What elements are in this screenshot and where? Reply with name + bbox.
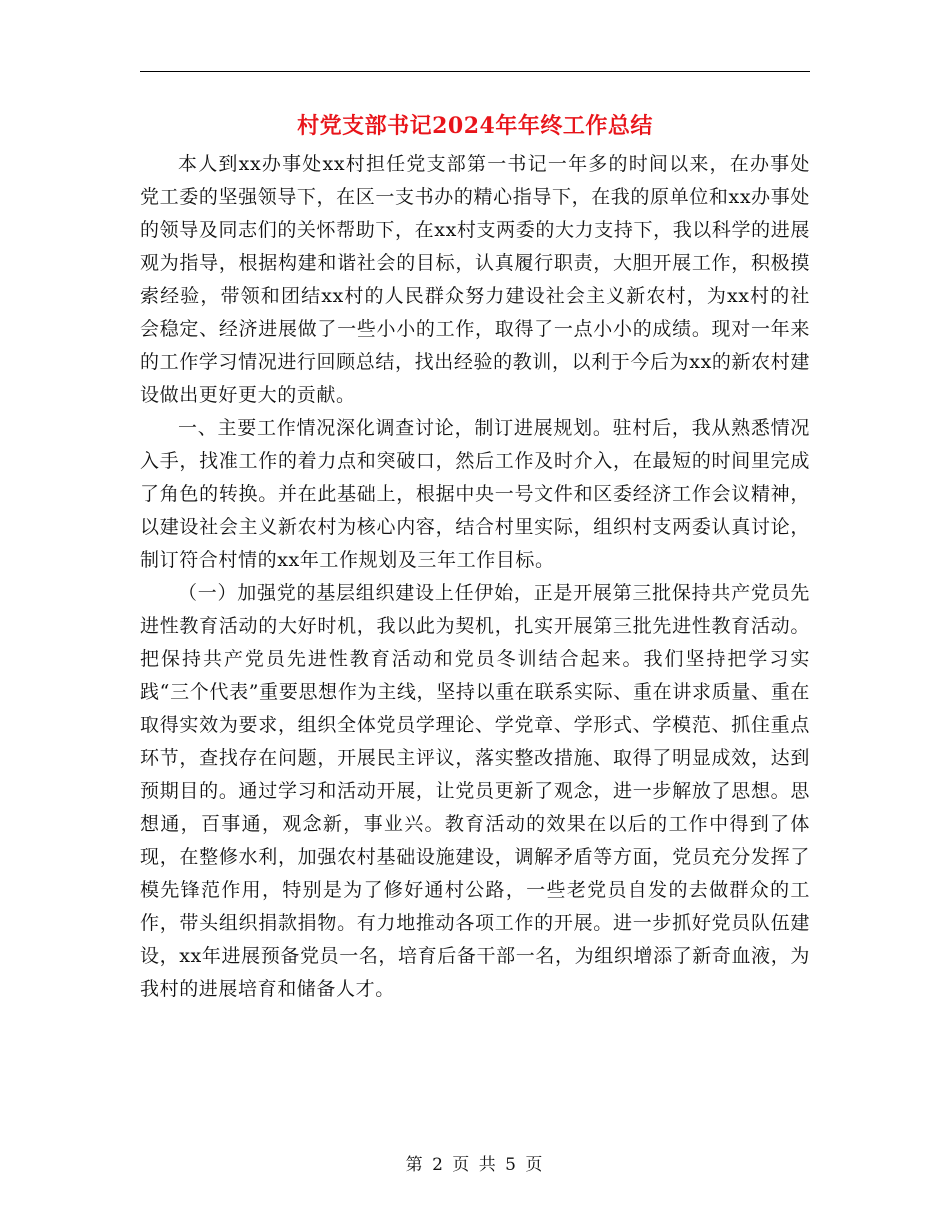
paragraph-section-1-1: （一）加强党的基层组织建设上任伊始，正是开展第三批保持共产党员先进性教育活动的大好时机，我以此为契机，扎实开展第三批先进性教育活动。把保持共产党员先进性教育活动和党员冬训结合起来。我们坚持把学习实践“三个代表”重要思想作为主线，坚持以重在联系实际、重在讲求质量、重在取得实效为要求，组织全体党员学理论、学党章、学形式、学模范、抓住重点环节，查找存在问题，开展民主评议，落实整改措施、取得了明显成效，达到预期目的。通过学习和活动开展，让党员更新了观念，进一步解放了思想。思想通，百事通，观念新，事业兴。教育活动的效果在以后的工作中得到了体现，在整修水利，加强农村基础设施建设，调解矛盾等方面，党员充分发挥了模先锋范作用，特别是为了修好通村公路，一些老党员自发的去做群众的工作，带头组织捐款捐物。有力地推动各项工作的开展。进一步抓好党员队伍建设，xx年进展预备党员一名，培育后备干部一名，为组织增添了新奇血液，为我村的进展培育和储备人才。 [140, 582, 810, 1000]
paragraph-intro: 本人到xx办事处xx村担任党支部第一书记一年多的时间以来，在办事处党工委的坚强领导下，在区一支书办的精心指导下，在我的原单位和xx办事处的领导及同志们的关怀帮助下，在xx村支两委的大力支持下，我以科学的进展观为指导，根据构建和谐社会的目标，认真履行职责，大胆开展工作，积极摸索经验，带领和团结xx村的人民群众努力建设社会主义新农村，为xx村的社会稳定、经济进展做了一些小小的工作，取得了一点小小的成绩。现对一年来的工作学习情况进行回顾总结，找出经验的教训，以利于今后为xx的新农村建设做出更好更大的贡献。 [140, 153, 810, 406]
paragraph-section-1: 一、主要工作情况深化调查讨论，制订进展规划。驻村后，我从熟悉情况入手，找准工作的着力点和突破口，然后工作及时介入，在最短的时间里完成了角色的转换。并在此基础上，根据中央一号文件和区委经济工作会议精神，以建设社会主义新农村为核心内容，结合村里实际，组织村支两委认真讨论，制订符合村情的xx年工作规划及三年工作目标。 [140, 417, 810, 571]
page-number-footer: 第 2 页 共 5 页 [405, 1155, 545, 1175]
header-rule [140, 71, 810, 72]
document-title: 村党支部书记2024年年终工作总结 [297, 113, 653, 139]
document-body [140, 148, 810, 1006]
